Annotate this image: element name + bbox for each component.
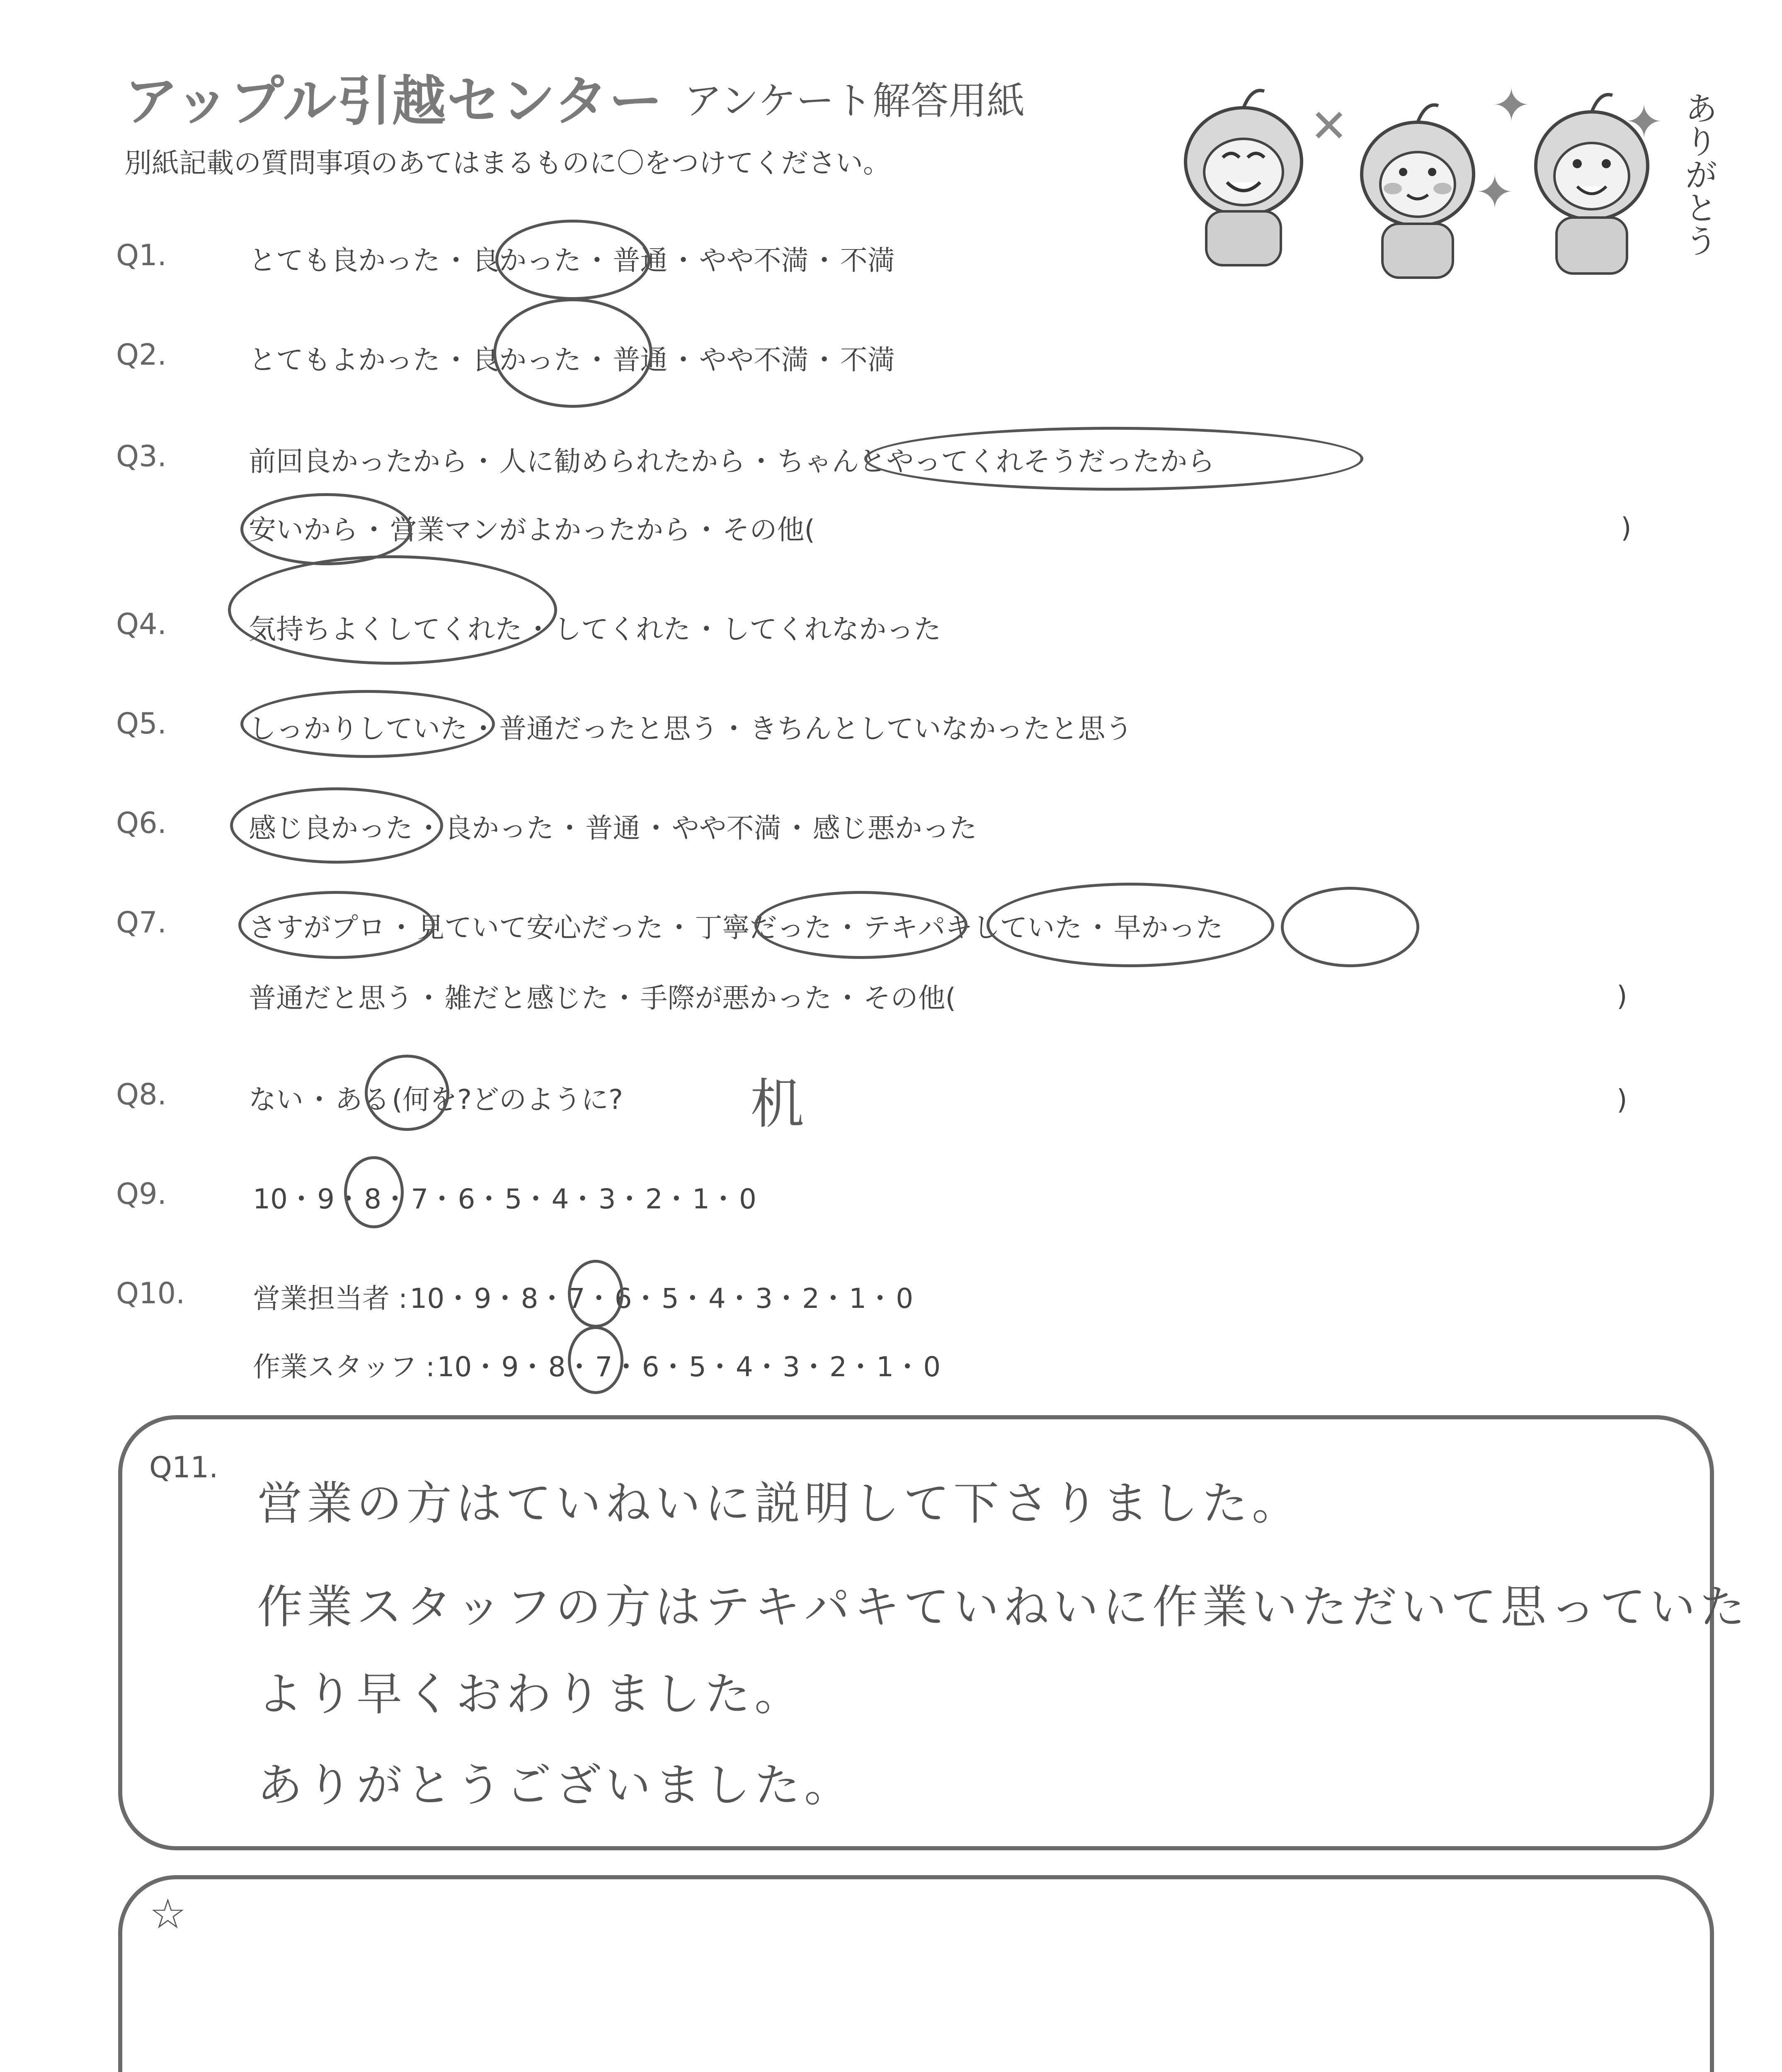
option[interactable]: 見ていて安心だった [417,912,664,944]
question-number: Q1. [116,238,167,272]
sparkle-icon: ✕ [1310,99,1348,152]
monkey-mascot-icon [1156,83,1331,274]
selection-circle [1281,887,1419,967]
q3-options-line2: 安いから ・ 営業マンがよかったから ・ その他( [249,514,815,546]
option[interactable]: 普通 [613,244,668,276]
question-number: Q10. [116,1276,185,1310]
option[interactable]: 手際が悪かった [640,982,832,1014]
option-selected[interactable]: 丁寧だった [695,912,832,944]
thanks-text: ありがとう [1679,91,1718,257]
scale-value[interactable]: 1 [849,1283,867,1314]
selection-circle [568,1326,623,1394]
q11-label: Q11. [149,1450,218,1484]
free-comment-box [118,1875,1714,2072]
comment-line: ありがとうございました。 [257,1759,854,1812]
option-selected[interactable]: 感じ良かった [249,812,413,844]
selection-circle [230,787,443,864]
sparkle-icon: ✦ [1625,95,1663,148]
selection-circle [228,555,557,665]
option[interactable]: 前回良かったから [249,445,468,477]
scale-value[interactable]: 4 [735,1351,753,1383]
q7-options-line2: 普通だと思う ・ 雑だと感じた ・ 手際が悪かった ・ その他( [249,982,956,1014]
scale-value[interactable]: 4 [708,1283,726,1314]
option[interactable]: やや不満 [699,244,809,276]
comment-line: 作業スタッフの方はテキパキていねいに作業いただいて思っていた [257,1581,1749,1634]
option-selected[interactable]: 早かった [1113,912,1223,944]
option[interactable]: とてもよかった [249,344,440,376]
q8-options: ない ・ ある (何を?どのように? [249,1084,623,1116]
option-other[interactable]: その他( [722,514,815,546]
close-paren: ) [1621,512,1632,544]
option[interactable]: とても良かった [249,244,440,276]
option-selected[interactable]: ある [335,1084,390,1116]
scale-value[interactable]: 0 [896,1283,914,1314]
scale-value[interactable]: 7 [411,1183,429,1215]
question-number: Q8. [116,1077,167,1111]
selection-circle [240,493,412,565]
sparkle-icon: ✦ [1476,166,1514,219]
scale-value[interactable]: 2 [802,1283,820,1314]
scale-value[interactable]: 2 [829,1351,847,1383]
scale-value[interactable]: 7 [595,1351,613,1383]
comment-line: 営業の方はていねいに説明して下さりました。 [257,1477,1302,1530]
q7-options-line1: さすがプロ ・ 見ていて安心だった ・ 丁寧だった ・ テキパキしていた ・ 早かった [249,912,1223,944]
scale-value[interactable]: 5 [689,1351,706,1383]
q2-options: とてもよかった ・ 良かった ・ 普通 ・ やや不満 ・ 不満 [249,344,895,376]
question-number: Q4. [116,607,167,641]
scale-value[interactable]: 3 [782,1351,800,1383]
scale-value[interactable]: 6 [642,1351,659,1383]
q10-row-staff: 作業スタッフ : 10・ 9・ 8・ 7・ 6・ 5・ 4・ 3・ 2・ 1・ 0 [253,1351,941,1383]
q4-options: 気持ちよくしてくれた ・ してくれた ・ してくれなかった [249,613,941,645]
option[interactable]: 不満 [840,244,895,276]
scale-value[interactable]: 10 [437,1351,472,1383]
selection-circle [864,427,1363,491]
option-selected[interactable]: 気持ちよくしてくれた [249,613,522,645]
option[interactable]: やや不満 [672,812,781,844]
scale-value-selected[interactable]: 9 [317,1183,335,1215]
option[interactable]: 人に勧められたから [499,445,746,477]
selection-circle [493,298,652,408]
q1-options: とても良かった ・ 良かった ・ 普通 ・ やや不満 ・ 不満 [249,244,895,276]
scale-value[interactable]: 3 [598,1183,616,1215]
option[interactable]: 感じ悪かった [812,812,977,844]
instruction-text: 別紙記載の質問事項のあてはまるものに〇をつけてください。 [124,147,890,179]
question-number: Q7. [116,905,167,939]
option[interactable]: してくれなかった [722,613,941,645]
option[interactable]: きちんとしていなかったと思う [749,713,1133,745]
question-number: Q9. [116,1177,167,1211]
scale-value[interactable]: 8 [364,1183,382,1215]
scale-value[interactable]: 6 [458,1183,475,1215]
scale-value[interactable]: 4 [551,1183,569,1215]
option[interactable]: 良かった [444,812,554,844]
selection-circle [987,883,1274,967]
option-selected[interactable]: 良かった [472,244,582,276]
option-selected[interactable]: 安いから [249,514,358,546]
selection-circle [344,1156,404,1228]
scale-value[interactable]: 0 [739,1183,756,1215]
option-selected[interactable]: さすがプロ [249,912,385,944]
q5-options: しっかりしていた ・ 普通だったと思う ・ きちんとしていなかったと思う [249,713,1133,745]
question-number: Q2. [116,338,167,372]
q10-row-sales: 営業担当者 : 10・ 9・ 8・ 7・ 6・ 5・ 4・ 3・ 2・ 1・ 0 [253,1283,914,1314]
scale-value[interactable]: 1 [692,1183,710,1215]
scale-value[interactable]: 5 [661,1283,679,1314]
selection-circle [754,891,967,959]
scale-value[interactable]: 3 [755,1283,773,1314]
selection-circle [568,1260,623,1328]
q8-answer-handwritten: 机 [750,1072,805,1135]
selection-circle [365,1055,449,1131]
question-number: Q3. [116,439,167,473]
q6-options: 感じ良かった ・ 良かった ・ 普通 ・ やや不満 ・ 感じ悪かった [249,812,977,844]
scale-value-selected[interactable]: 9 [474,1283,492,1314]
q9-scale: 10・ 9・ 8・ 7・ 6・ 5・ 4・ 3・ 2・ 1・ 0 [253,1183,756,1215]
selection-circle [238,891,435,959]
scale-value[interactable]: 8 [548,1351,566,1383]
scale-value[interactable]: 7 [567,1283,585,1314]
q8-prompt: (何を?どのように? [392,1084,623,1116]
option-selected[interactable]: テキパキしていた [863,912,1082,944]
scale-value[interactable]: 1 [876,1351,894,1383]
scale-value-selected[interactable]: 9 [501,1351,519,1383]
option[interactable]: 普通だと思う [249,982,413,1014]
scale-value[interactable]: 0 [923,1351,941,1383]
scale-value[interactable]: 8 [521,1283,538,1314]
option-selected[interactable]: ちゃんとやってくれそうだったから [777,445,1215,477]
q3-options-line1: 前回良かったから ・ 人に勧められたから ・ ちゃんとやってくれそうだったから [249,445,1215,477]
comment-line: より早くおわりました。 [257,1668,804,1721]
question-number: Q5. [116,707,167,741]
option[interactable]: 普通 [585,812,640,844]
option[interactable]: 普通 [613,344,668,376]
selection-circle [240,690,495,758]
scale-value[interactable]: 2 [645,1183,663,1215]
form-title: アンケート解答用紙 [684,79,1025,123]
selection-circle [495,220,650,300]
scale-value[interactable]: 5 [504,1183,522,1215]
sparkle-icon: ✦ [1492,79,1531,132]
option-selected[interactable]: しっかりしていた [249,713,468,745]
close-paren: ) [1617,1084,1627,1116]
option[interactable]: 営業マンがよかったから [390,514,691,546]
option[interactable]: やや不満 [699,344,809,376]
star-icon: ☆ [149,1890,187,1938]
company-name: アップル引越センター [124,70,664,133]
scale-value[interactable]: 6 [614,1283,632,1314]
scale-label: 営業担当者 : [253,1283,408,1314]
close-paren: ) [1617,980,1627,1012]
question-number: Q6. [116,806,167,840]
scale-value[interactable]: 10 [253,1183,288,1215]
option[interactable]: ない [249,1084,303,1116]
option[interactable]: 雑だと感じた [444,982,609,1014]
option[interactable]: 普通だったと思う [499,713,718,745]
scale-label: 作業スタッフ : [253,1351,435,1383]
option[interactable]: してくれた [554,613,691,645]
option-selected[interactable]: 良かった [472,344,582,376]
scale-value[interactable]: 10 [410,1283,445,1314]
option[interactable]: 不満 [840,344,895,376]
option-other[interactable]: その他( [863,982,956,1014]
